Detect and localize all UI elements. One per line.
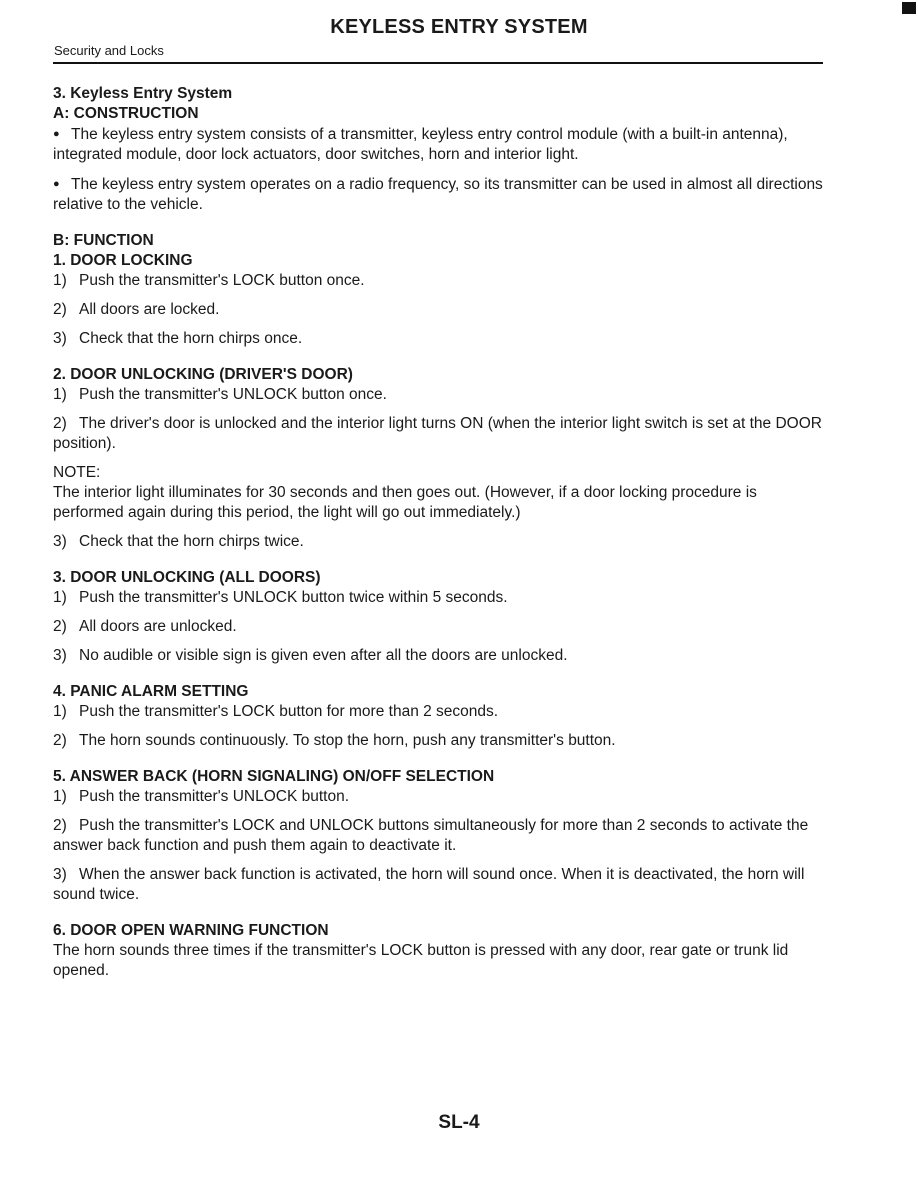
function-heading: B: FUNCTION [53,232,154,249]
document-body [53,84,825,990]
step-item: 1) Push the transmitter's UNLOCK button twice within 5 seconds. [53,589,508,606]
step-item: 2) All doors are locked. [53,301,220,318]
document-title: 3. Keyless Entry System [53,85,233,102]
step-item: 2) The horn sounds continuously. To stop the horn, push any transmitter's button. [53,732,616,749]
answer-back-heading: 5. ANSWER BACK (HORN SIGNALING) ON/OFF SELECTION [53,768,495,785]
note-text: The interior light illuminates for 30 seconds and then goes out. (However, if a door locking procedure is performed again during this period, the light will go out immediately.) [53,484,757,521]
step-item: 1) Push the transmitter's LOCK button for more than 2 seconds. [53,703,499,720]
door-open-warning-text: The horn sounds three times if the transmitter's LOCK button is pressed with any door, rear gate or trunk lid opened. [53,942,789,979]
step-item: 2) All doors are unlocked. [53,618,237,635]
header-divider [53,62,823,64]
step-item: 3) No audible or visible sign is given even after all the doors are unlocked. [53,647,568,664]
step-item: 3) Check that the horn chirps once. [53,330,303,347]
page-header-title: KEYLESS ENTRY SYSTEM [330,16,588,38]
corner-registration-mark [902,2,916,14]
construction-paragraph: ● The keyless entry system consists of a transmitter, keyless entry control module (with a built-in antenna), integrated module, door lock actuators, door switches, horn and interior light. [53,124,825,165]
step-item: 2) Push the transmitter's LOCK and UNLOCK buttons simultaneously for more than 2 seconds to activate the answer back function and push them again to deactivate it. [53,817,809,854]
door-open-warning-heading: 6. DOOR OPEN WARNING FUNCTION [53,922,329,939]
construction-paragraph: ● The keyless entry system operates on a radio frequency, so its transmitter can be used in almost all directions relative to the vehicle. [53,174,825,215]
step-item: 1) Push the transmitter's UNLOCK button. [53,788,350,805]
step-item: 3) When the answer back function is activated, the horn will sound once. When it is deactivated, the horn will sound twice. [53,866,805,903]
page-number: SL-4 [438,1112,480,1133]
driver-door-unlocking-heading: 2. DOOR UNLOCKING (DRIVER'S DOOR) [53,366,353,383]
construction-heading: A: CONSTRUCTION [53,105,199,122]
door-locking-heading: 1. DOOR LOCKING [53,252,193,269]
step-item: 2) The driver's door is unlocked and the interior light turns ON (when the interior light switch is set at the DOOR position). [53,415,822,452]
panic-alarm-heading: 4. PANIC ALARM SETTING [53,683,249,700]
step-item: 3) Check that the horn chirps twice. [53,533,304,550]
step-item: 1) Push the transmitter's UNLOCK button once. [53,386,387,403]
note-label: NOTE: [53,464,101,481]
section-label: Security and Locks [54,43,164,58]
all-doors-unlocking-heading: 3. DOOR UNLOCKING (ALL DOORS) [53,569,321,586]
step-item: 1) Push the transmitter's LOCK button once. [53,272,365,289]
